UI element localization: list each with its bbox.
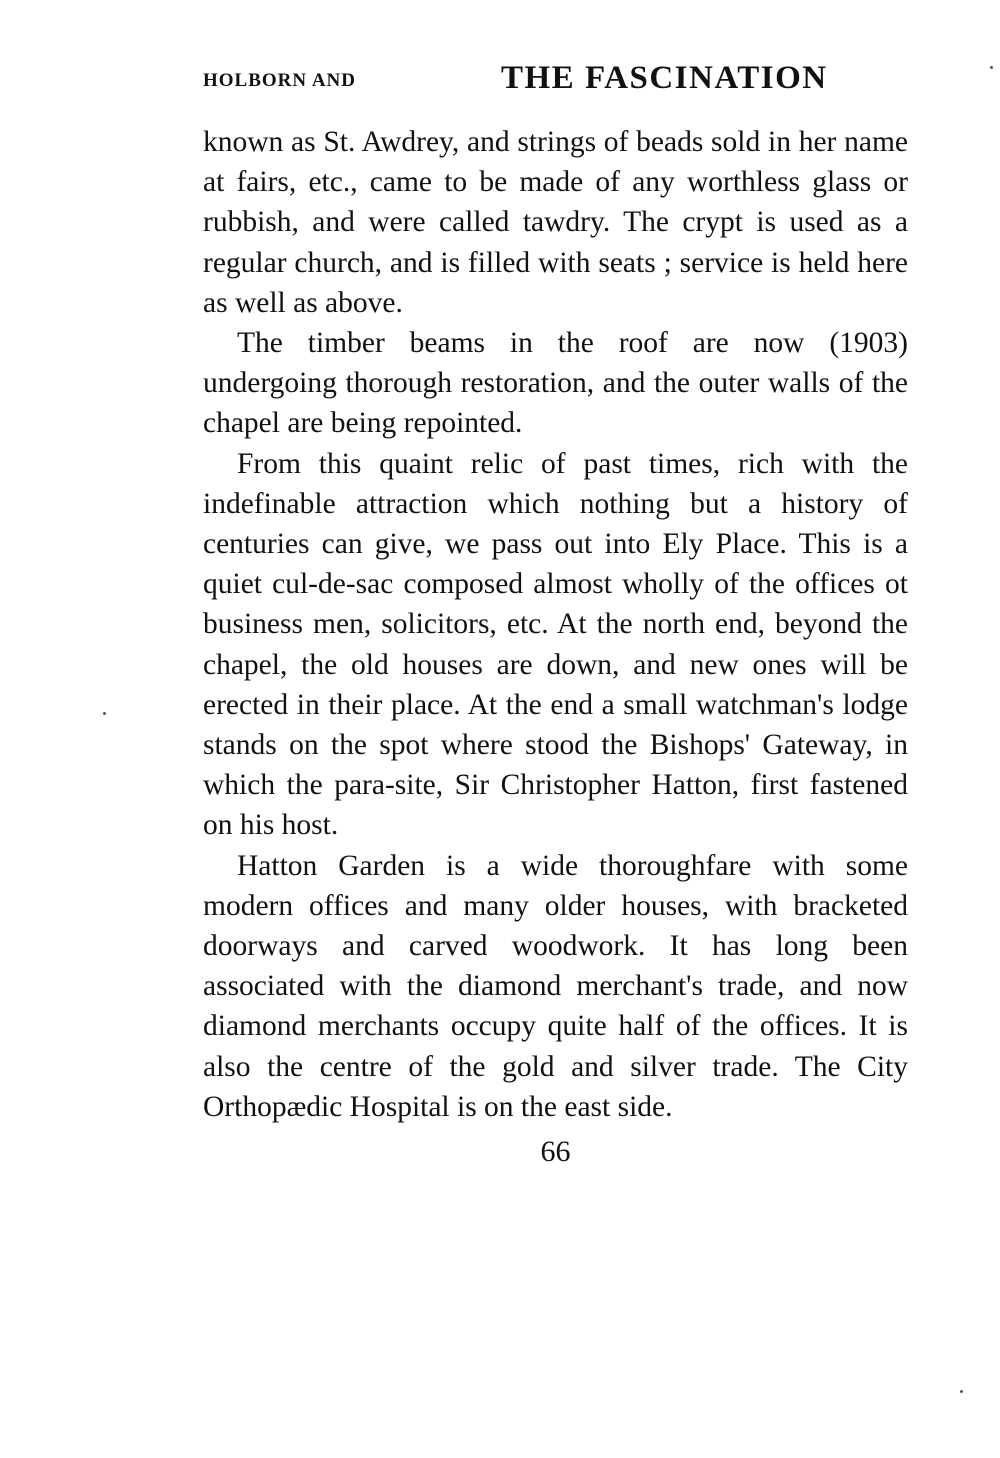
paragraph-1: known as St. Awdrey, and strings of beads sold in her name at fairs, etc., came to be made of any worthless glass or rubbish, and were called tawdry. The crypt is used as a regular church, and is filled with seats ; service is held here as well as above. xyxy=(203,126,908,319)
scan-speck xyxy=(103,712,106,715)
scan-speck xyxy=(990,66,993,69)
paragraph-2: The timber beams in the roof are now (1903) undergoing thorough restoration, and the outer walls of the chapel are being repointed. xyxy=(203,327,908,440)
running-head-title: THE FASCINATION xyxy=(501,60,828,96)
book-page xyxy=(203,58,908,1169)
paragraph-3: From this quaint relic of past times, rich with the indefinable attraction which nothing but a history of centuries can give, we pass out into Ely Place. This is a quiet cul-de-sac composed almost wholly of the offices ot business men, solicitors, etc. At the north end, beyond the chapel, the old houses are down, and new ones will be erected in their place. At the end a small watchman's lodge stands on the spot where stood the Bishops' Gateway, in which the para-site, Sir Christopher Hatton, first fastened on his host. xyxy=(203,447,908,842)
scan-speck xyxy=(960,1390,963,1393)
running-head-left: HOLBORN AND xyxy=(203,70,356,91)
page-number: 66 xyxy=(540,1135,571,1169)
running-head xyxy=(203,58,908,108)
body-text xyxy=(203,122,908,1127)
paragraph-4: Hatton Garden is a wide thoroughfare with some modern offices and many older houses, with bracketed doorways and carved woodwork. It has long been associated with the diamond merchant's trade, and now diamond merchants occupy quite half of the offices. It is also the centre of the gold and silver trade. The City Orthopædic Hospital is on the east side. xyxy=(203,849,908,1123)
